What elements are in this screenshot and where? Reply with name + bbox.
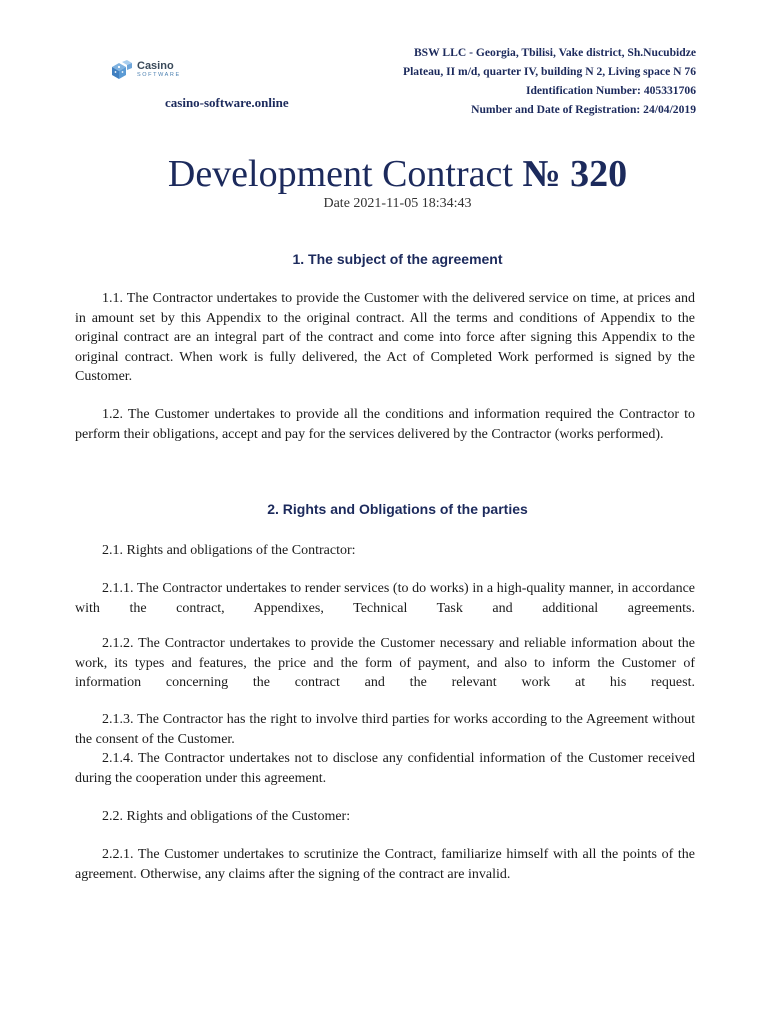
section-heading: 2. Rights and Obligations of the parties bbox=[267, 501, 528, 517]
paragraph-text: 2.1.3. The Contractor has the right to involve third parties for works according to the Agreement without the consent of the Customer. bbox=[75, 712, 695, 747]
contract-date: Date 2021-11-05 18:34:43 bbox=[323, 196, 472, 211]
paragraph-text: 2.2. Rights and obligations of the Customer: bbox=[102, 809, 351, 824]
paragraph-text: 2.1.4. The Contractor undertakes not to disclose any confidential information of the Customer received during the cooperation under this agreement. bbox=[75, 751, 695, 786]
company-logo bbox=[108, 52, 208, 88]
paragraph bbox=[75, 405, 695, 444]
logo-name: Casino bbox=[137, 60, 174, 73]
paragraph bbox=[75, 579, 695, 618]
dice-icon bbox=[108, 59, 134, 81]
contract-number: № 320 bbox=[522, 153, 628, 195]
company-line: Identification Number: 405331706 bbox=[525, 84, 696, 97]
company-line: Plateau, II m/d, quarter IV, building N 2, Living space N 76 bbox=[402, 65, 696, 78]
paragraph-text: 1.1. The Contractor undertakes to provide the Customer with the delivered service on time, at prices and in amount set by this Appendix to the original contract. All the terms and conditions of Appendix to the original contract are an integral part of the contract and come into force after signing this Appendix to the original contract. When work is fully delivered, the Act of Completed Work performed is signed by the Customer. bbox=[75, 291, 695, 385]
paragraph bbox=[75, 845, 695, 884]
company-line: BSW LLC - Georgia, Tbilisi, Vake district, Sh.Nucubidze bbox=[413, 46, 696, 59]
paragraph-text: 2.1. Rights and obligations of the Contractor: bbox=[102, 543, 356, 558]
paragraph bbox=[75, 289, 695, 387]
logo-subtitle: SOFTWARE bbox=[137, 72, 181, 79]
paragraph bbox=[75, 541, 695, 561]
paragraph-text: 2.2.1. The Customer undertakes to scrutinize the Contract, familiarize himself with all the points of the agreement. Otherwise, any claims after the signing of the contract are invalid. bbox=[75, 847, 695, 882]
paragraph bbox=[75, 634, 695, 693]
company-details bbox=[403, 43, 696, 119]
document-title bbox=[0, 152, 768, 196]
paragraph bbox=[75, 749, 695, 788]
paragraph bbox=[75, 710, 695, 749]
paragraph-text: 1.2. The Customer undertakes to provide all the conditions and information required the Contractor to perform their obligations, accept and pay for the services delivered by the Contractor (works performed). bbox=[75, 407, 695, 442]
paragraph-text: 2.1.2. The Contractor undertakes to provide the Customer necessary and reliable information about the work, its types and features, the price and the form of payment, and also to inform the Customer of information concerning the contract and the relevant work at his request. bbox=[75, 636, 695, 691]
paragraph bbox=[75, 807, 695, 827]
title-text: Development Contract bbox=[167, 153, 513, 195]
company-line: Number and Date of Registration: 24/04/2019 bbox=[471, 103, 696, 116]
section-heading: 1. The subject of the agreement bbox=[292, 251, 503, 267]
paragraph-text: 2.1.1. The Contractor undertakes to render services (to do works) in a high-quality manner, in accordance with the contract, Appendixes, Technical Task and additional agreements. bbox=[75, 581, 695, 616]
website-link[interactable]: casino-software.online bbox=[165, 95, 289, 110]
